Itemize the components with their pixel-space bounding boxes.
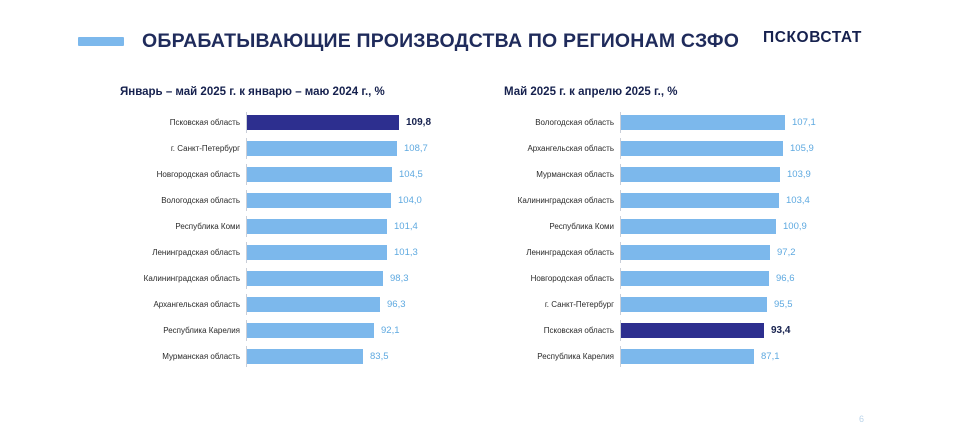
bar-row [496,216,896,237]
bar-row [496,190,896,211]
bar-track [246,190,520,211]
bar-track [246,320,520,341]
bar-category-label: Калининградская область [517,196,614,205]
bar-row [120,268,520,289]
bar-track [246,346,520,367]
bar-row [120,112,520,133]
bar-category-label: Ленинградская область [526,248,614,257]
header-accent-dash [78,37,124,46]
bar-row [120,294,520,315]
bar [621,141,783,156]
bar-category-label: Республика Коми [549,222,614,231]
bar-track [246,268,520,289]
bar-value-label: 92,1 [381,325,400,336]
bar-category-label: Архангельская область [153,300,240,309]
bar-track [620,216,896,237]
bar-track [246,294,520,315]
bar [247,219,387,234]
bar-row [120,190,520,211]
bar [247,141,397,156]
bar-value-label: 103,9 [787,169,811,180]
bar [247,271,383,286]
bar-row [496,138,896,159]
bar [621,297,767,312]
bar-chart-right [496,112,896,367]
bar-category-label: Псковская область [543,326,614,335]
bar-category-label: Новгородская область [156,170,240,179]
bar-value-label: 98,3 [390,273,409,284]
bar [621,349,754,364]
bar [247,245,387,260]
bar-track [246,138,520,159]
bar-value-label: 96,3 [387,299,406,310]
brand-logo: ПСКОВСТАТ [762,29,862,46]
bar [247,193,391,208]
bar-track [620,242,896,263]
bar-row [496,346,896,367]
bar-category-label: Вологодская область [161,196,240,205]
chart-title-right: Май 2025 г. к апрелю 2025 г., % [504,86,678,98]
bar-value-label: 100,9 [783,221,807,232]
bar-category-label: Архангельская область [527,144,614,153]
bar-chart-left [120,112,520,367]
bar-row [120,320,520,341]
bar-track [620,320,896,341]
bar-track [246,112,520,133]
bar-category-label: Новгородская область [530,274,614,283]
bar-value-label: 96,6 [776,273,795,284]
chart-panel-left [120,86,520,372]
bar-row [496,320,896,341]
bar [247,323,374,338]
bar-value-label: 104,5 [399,169,423,180]
bar-value-label: 101,3 [394,247,418,258]
bar-track [246,216,520,237]
bar-category-label: Мурманская область [536,170,614,179]
bar-value-label: 97,2 [777,247,796,258]
bar [247,349,363,364]
bar-track [620,164,896,185]
bar-track [620,190,896,211]
bar-row [496,164,896,185]
bar-category-label: Вологодская область [535,118,614,127]
bar-category-label: Ленинградская область [152,248,240,257]
bar-track [620,346,896,367]
bar-track [246,242,520,263]
bar-track [620,294,896,315]
page-title: ОБРАБАТЫВАЮЩИЕ ПРОИЗВОДСТВА ПО РЕГИОНАМ СЗФО [142,29,740,52]
bar-row [120,138,520,159]
bar-value-label: 83,5 [370,351,389,362]
bar-value-label: 87,1 [761,351,780,362]
bar-value-label: 103,4 [786,195,810,206]
bar [247,297,380,312]
bar-category-label: Калининградская область [143,274,240,283]
bar [621,245,770,260]
bar [621,219,776,234]
bar-row [496,112,896,133]
bar [621,167,780,182]
bar-value-label: 101,4 [394,221,418,232]
chart-title-left: Январь – май 2025 г. к январю – маю 2024 г., % [120,86,385,98]
bar-category-label: Мурманская область [162,352,240,361]
bar-value-label: 93,4 [771,325,791,336]
bar [621,271,769,286]
bar [247,167,392,182]
bar-row [120,164,520,185]
bar-value-label: 109,8 [406,117,432,128]
bar-value-label: 104,0 [398,195,422,206]
bar-category-label: г. Санкт-Петербург [170,144,240,153]
bar-row [120,346,520,367]
bar [621,115,785,130]
bar-category-label: Псковская область [169,118,240,127]
bar-track [620,112,896,133]
bar-row [120,242,520,263]
bar-category-label: г. Санкт-Петербург [544,300,614,309]
bar-category-label: Республика Карелия [163,326,240,335]
bar-track [246,164,520,185]
bar-category-label: Республика Карелия [537,352,614,361]
bar-row [496,294,896,315]
bar-track [620,138,896,159]
bar-category-label: Республика Коми [175,222,240,231]
chart-panel-right [496,86,896,372]
bar-value-label: 95,5 [774,299,793,310]
bar-row [496,242,896,263]
bar-track [620,268,896,289]
bar [621,193,779,208]
bar-value-label: 108,7 [404,143,428,154]
slide-number: 6 [858,414,864,424]
bar-row [496,268,896,289]
bar-highlighted [621,323,764,338]
bar-highlighted [247,115,399,130]
bar-value-label: 105,9 [790,143,814,154]
bar-row [120,216,520,237]
bar-value-label: 107,1 [792,117,816,128]
